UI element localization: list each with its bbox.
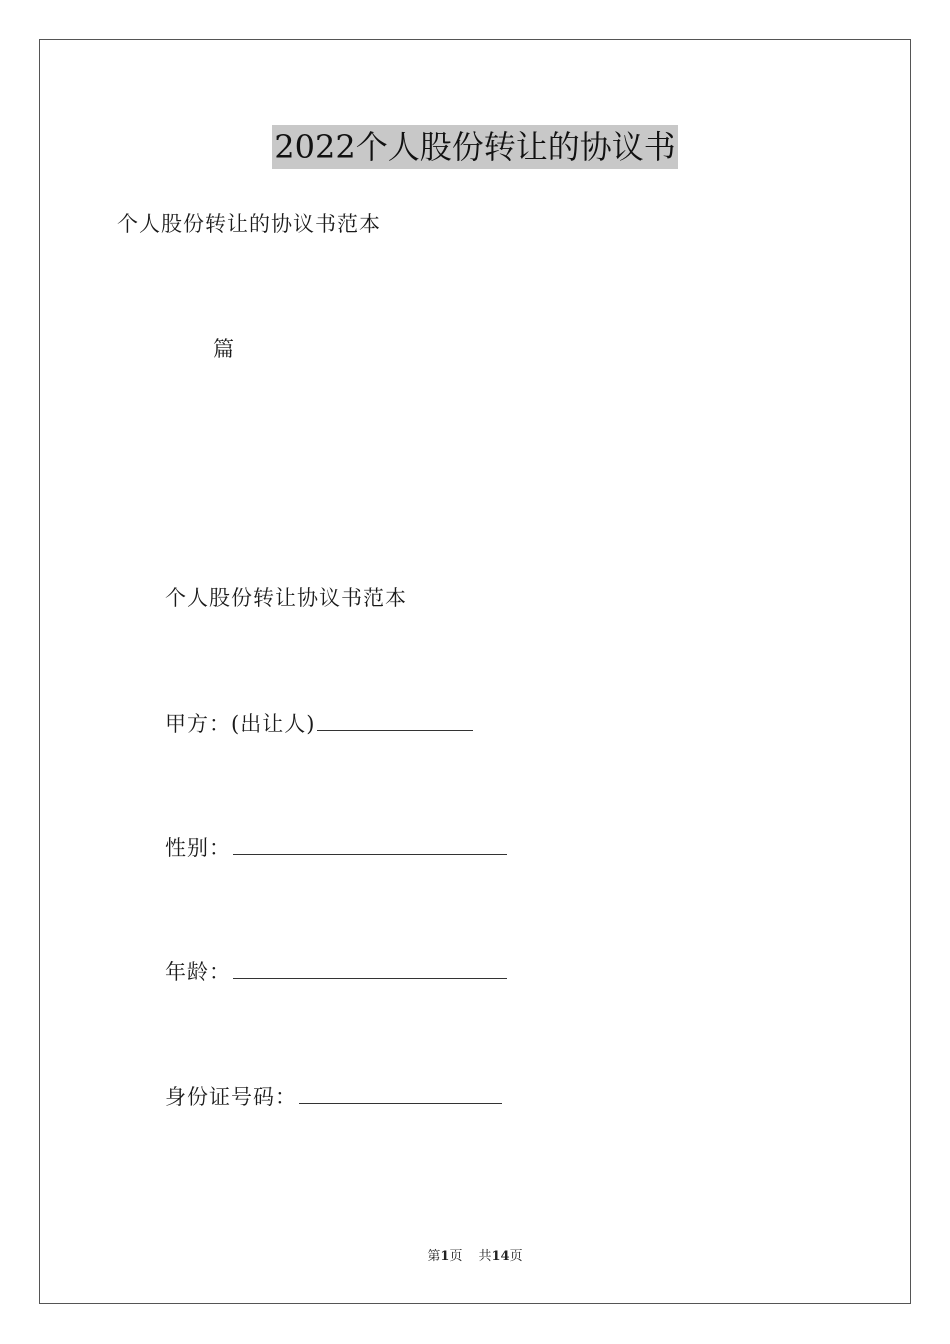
- page-number: 1: [440, 1249, 450, 1264]
- page-suffix: 页: [449, 1249, 463, 1264]
- age-blank[interactable]: [233, 956, 507, 979]
- age-field: [165, 956, 507, 987]
- page-footer: [0, 1248, 950, 1266]
- party-a-blank[interactable]: [317, 708, 473, 731]
- page-prefix: 第: [427, 1249, 441, 1264]
- title-container: [0, 125, 950, 169]
- id-number-blank[interactable]: [299, 1081, 502, 1104]
- id-number-field: [165, 1081, 502, 1112]
- total-pages: 14: [491, 1249, 510, 1264]
- total-prefix: 共: [478, 1249, 492, 1264]
- gender-label: 性别：: [165, 836, 231, 860]
- total-suffix: 页: [509, 1249, 523, 1264]
- agreement-title: 个人股份转让协议书范本: [165, 586, 407, 610]
- section-marker: 篇: [213, 337, 235, 361]
- party-a-label: 甲方：(出让人): [165, 712, 316, 736]
- gender-blank[interactable]: [233, 832, 507, 855]
- document-subtitle: 个人股份转让的协议书范本: [117, 212, 381, 236]
- document-title: 2022个人股份转让的协议书: [272, 125, 677, 169]
- party-a-field: [165, 708, 473, 739]
- id-number-label: 身份证号码：: [165, 1085, 297, 1109]
- gender-field: [165, 832, 507, 863]
- age-label: 年龄：: [165, 960, 231, 984]
